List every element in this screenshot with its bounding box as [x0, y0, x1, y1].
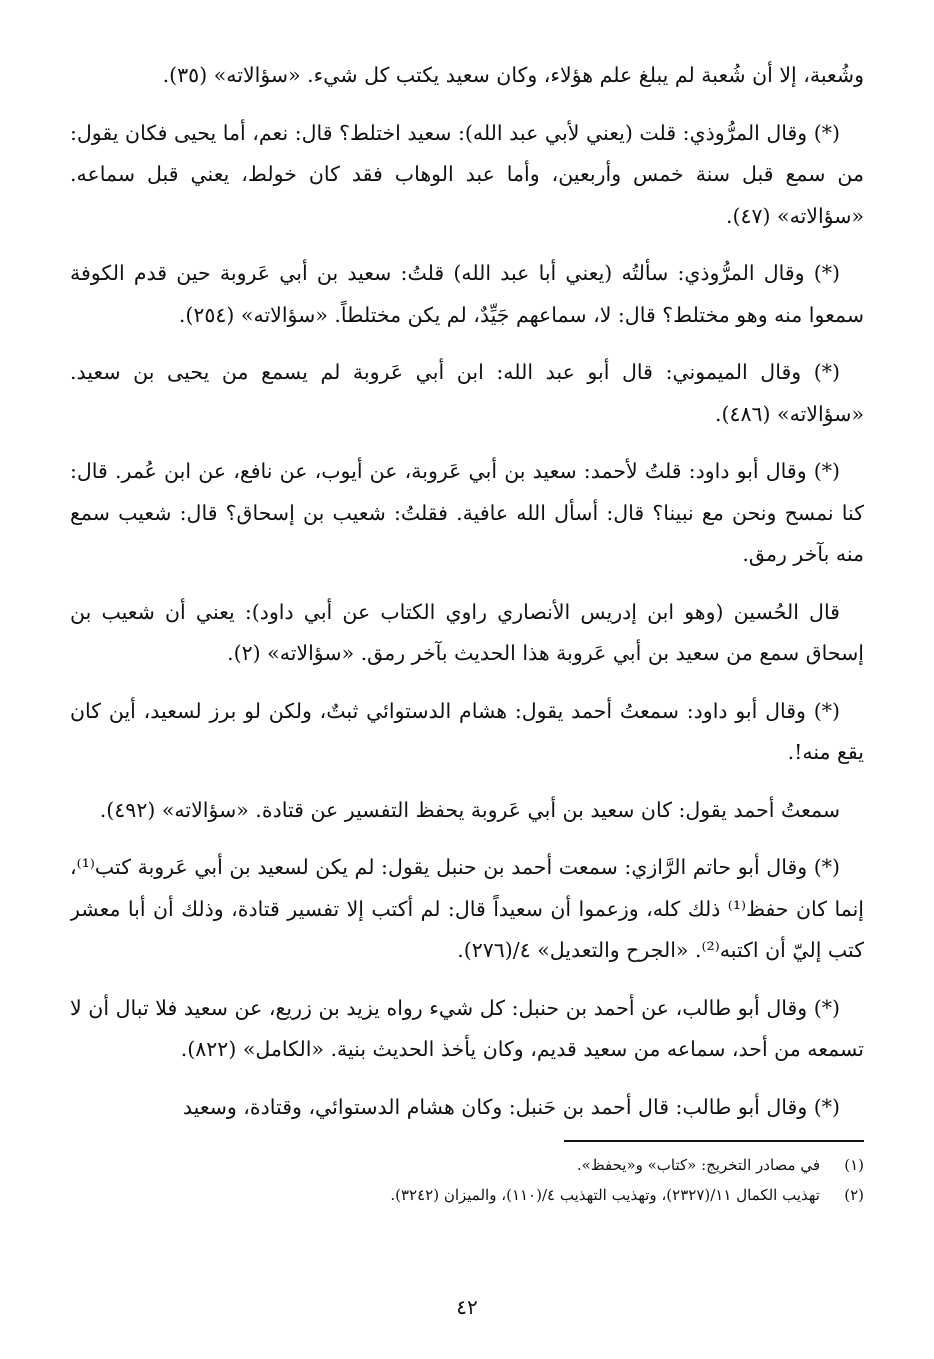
- footnote-divider: [564, 1140, 864, 1142]
- document-page: [70, 55, 864, 1319]
- footnote-1: [70, 1150, 864, 1180]
- main-text: [70, 55, 864, 1130]
- footnote-number: (١): [844, 1156, 864, 1174]
- footnote-text: في مصادر التخريج: «كتاب» و«يحفظ».: [576, 1156, 820, 1174]
- footnotes: [70, 1150, 864, 1210]
- paragraph-8: سمعتُ أحمد يقول: كان سعيد بن أبي عَروبة يحفظ التفسير عن قتادة. «سؤالاته» (٤٩٢).: [99, 797, 840, 822]
- paragraph-1: وشُعبة، إلا أن شُعبة لم يبلغ علم هؤلاء، وكان سعيد يكتب كل شيء. «سؤالاته» (٣٥).: [162, 63, 864, 87]
- paragraph-7: (*) وقال أبو داود: سمعتُ أحمد يقول: هشام الدستوائي ثبتٌ، ولكن لو برز لسعيد، أين كان يقع منه!.: [70, 698, 864, 764]
- paragraph-9: (*) وقال أبو حاتم الرَّازي: سمعت أحمد بن حنبل يقول: لم يكن لسعيد بن أبي عَروبة كتب⁽¹⁾، إنما كان حفظ⁽¹⁾ ذلك كله، وزعموا أن سعيداً قال: لم أكتب إلا تفسير قتادة، وذلك أن أبا معشر كتب إليّ أن اكتبه⁽²⁾. «الجرح والتعديل» ٤/(٢٧٦).: [70, 855, 864, 962]
- paragraph-6: قال الحُسين (وهو ابن إدريس الأنصاري راوي الكتاب عن أبي داود): يعني أن شعيب بن إسحاق سمع من سعيد بن أبي عَروبة هذا الحديث بآخر رمق. «سؤالاته» (٢).: [70, 599, 864, 665]
- paragraph-3: (*) وقال المرُّوذي: سألتُه (يعني أبا عبد الله) قلتُ: سعيد بن أبي عَروبة حين قدم الكوفة سمعوا منه وهو مختلط؟ قال: لا، سماعهم جَيِّدٌ، لم يكن مختلطاً. «سؤالاته» (٢٥٤).: [70, 261, 864, 327]
- paragraph-10: (*) وقال أبو طالب، عن أحمد بن حنبل: كل شيء رواه يزيد بن زريع، عن سعيد فلا تبال أن لا تسمعه من أحد، سماعه من سعيد قديم، وكان يأخذ الحديث بنية. «الكامل» (٨٢٢).: [70, 995, 864, 1061]
- paragraph-2: (*) وقال المرُّوذي: قلت (يعني لأبي عبد الله): سعيد اختلط؟ قال: نعم، أما يحيى فكان يقول: من سمع قبل سنة خمس وأربعين، وأما عبد الوهاب فقد كان خولط، يعني قبل سماعه. «سؤالاته» (٤٧).: [70, 120, 864, 228]
- paragraph-5: (*) وقال أبو داود: قلتُ لأحمد: سعيد بن أبي عَروبة، عن أيوب، عن نافع، عن ابن عُمر. قال: كنا نمسح ونحن مع نبينا؟ قال: أسأل الله عافية. فقلتُ: شعيب بن إسحاق؟ قال: شعيب سمع منه بآخر رمق.: [70, 459, 864, 566]
- footnote-2: [70, 1180, 864, 1210]
- footnote-number: (٢): [844, 1186, 864, 1204]
- page-number: ٤٢: [456, 1295, 478, 1319]
- paragraph-11: (*) وقال أبو طالب: قال أحمد بن حَنبل: وكان هشام الدستوائي، وقتادة، وسعيد: [182, 1094, 840, 1119]
- footnote-text: تهذيب الكمال ١١/(٢٣٢٧)، وتهذيب التهذيب ٤/(١١٠)، والميزان (٣٢٤٢).: [390, 1186, 820, 1204]
- paragraph-4: (*) وقال الميموني: قال أبو عبد الله: ابن أبي عَروبة لم يسمع من يحيى بن سعيد. «سؤالاته» (٤٨٦).: [70, 360, 864, 426]
